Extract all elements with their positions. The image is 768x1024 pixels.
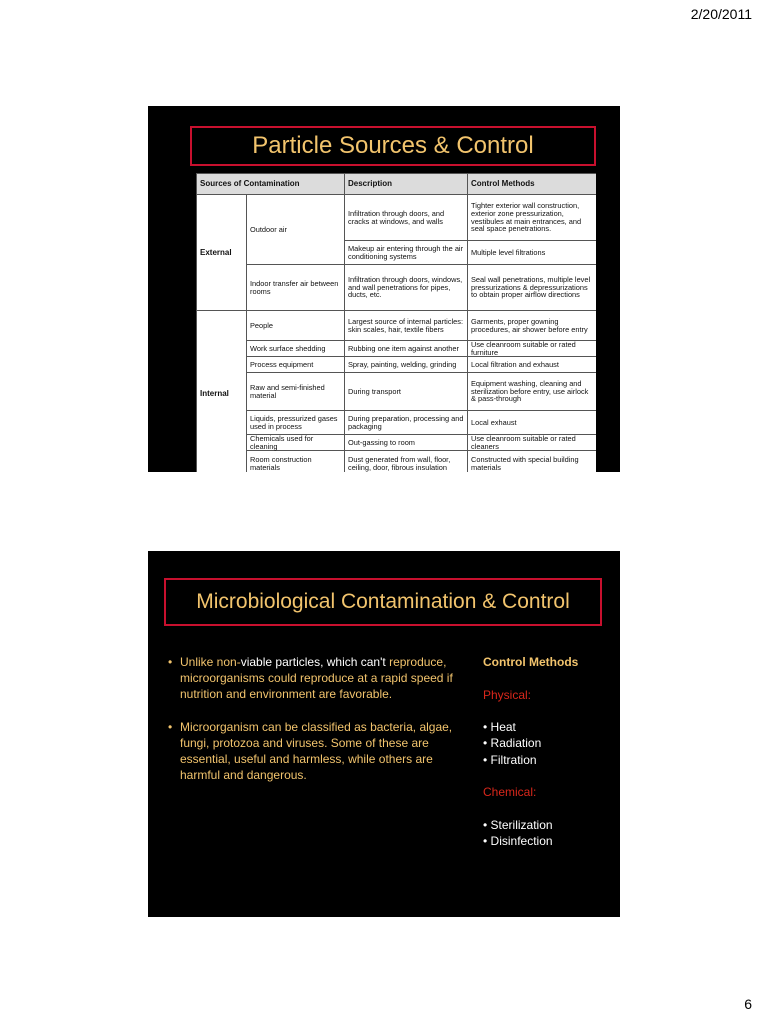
table-row <box>197 265 597 311</box>
table-row <box>197 357 597 373</box>
table-row <box>197 451 597 472</box>
control-cell: Garments, proper gowning procedures, air shower before entry <box>468 311 597 341</box>
control-cell: Use cleanroom suitable or rated cleaners <box>468 435 597 451</box>
bullet-item <box>168 654 468 702</box>
control-methods-heading: Control Methods <box>483 655 579 669</box>
source-cell: Raw and semi-finished material <box>247 373 345 411</box>
column-header: Sources of Contamination <box>197 174 345 195</box>
description-cell: Dust generated from wall, floor, ceiling, door, fibrous insulation <box>345 451 468 472</box>
control-cell: Constructed with special building materials <box>468 451 597 472</box>
print-date: 2/20/2011 <box>690 6 752 22</box>
bullet-item <box>168 719 468 783</box>
source-cell: Chemicals used for cleaning <box>247 435 345 451</box>
group-label: External <box>197 195 247 311</box>
control-cell: Use cleanroom suitable or rated furniture <box>468 341 597 357</box>
table-row <box>197 435 597 451</box>
source-cell: Indoor transfer air between rooms <box>247 265 345 311</box>
description-cell: Spray, painting, welding, grinding <box>345 357 468 373</box>
control-cell: Equipment washing, cleaning and sterilization before entry, use airlock & pass-through <box>468 373 597 411</box>
bullet-list <box>168 654 468 800</box>
slide-title: Microbiological Contamination & Control <box>164 578 602 626</box>
chemical-item-sterilization: • Sterilization <box>483 817 553 832</box>
description-cell: Infiltration through doors, windows, and wall penetrations for pipes, ducts, etc. <box>345 265 468 311</box>
column-header: Description <box>345 174 468 195</box>
description-cell: Rubbing one item against another <box>345 341 468 357</box>
description-cell: During transport <box>345 373 468 411</box>
table-row <box>197 373 597 411</box>
bullet-highlight-text: viable particles, which can't <box>240 655 386 669</box>
source-cell: Room construction materials <box>247 451 345 472</box>
source-cell: Liquids, pressurized gases used in process <box>247 411 345 435</box>
page-number: 6 <box>744 996 752 1012</box>
control-cell: Local filtration and exhaust <box>468 357 597 373</box>
description-cell: Out-gassing to room <box>345 435 468 451</box>
chemical-item-disinfection: • Disinfection <box>483 834 553 849</box>
physical-item-heat: • Heat <box>483 720 516 735</box>
slide-title: Particle Sources & Control <box>190 126 596 166</box>
table-row <box>197 195 597 241</box>
slide-particle-sources <box>148 106 620 472</box>
column-header: Control Methods <box>468 174 597 195</box>
physical-label: Physical: <box>483 687 532 702</box>
control-cell: Multiple level filtrations <box>468 241 597 265</box>
bullet-text: Microorganism can be classified as bacteria, algae, fungi, protozoa and viruses. Some of these are essential, useful and harmless, while others are harmful and dangerous. <box>180 720 453 782</box>
bullet-text: reproduce, microorganisms could reproduce at a rapid speed if nutrition and environment are favorable. <box>180 655 453 701</box>
chemical-label: Chemical: <box>483 785 537 800</box>
source-cell: Work surface shedding <box>247 341 345 357</box>
physical-item-radiation: • Radiation <box>483 736 542 751</box>
table-row <box>197 411 597 435</box>
source-cell: Outdoor air <box>247 195 345 265</box>
group-label: Internal <box>197 311 247 473</box>
description-cell: Makeup air entering through the air conditioning systems <box>345 241 468 265</box>
control-cell: Tighter exterior wall construction, exterior zone pressurization, vestibules at main entrances, and seal space penetrations. <box>468 195 597 241</box>
description-cell: Largest source of internal particles: skin scales, hair, textile fibers <box>345 311 468 341</box>
source-cell: Process equipment <box>247 357 345 373</box>
control-cell: Seal wall penetrations, multiple level pressurizations & depressurizations to obtain proper airflow directions <box>468 265 597 311</box>
description-cell: Infiltration through doors, and cracks at windows, and walls <box>345 195 468 241</box>
table-row <box>197 341 597 357</box>
control-cell: Local exhaust <box>468 411 597 435</box>
slide-microbiological-contamination <box>148 551 620 917</box>
contamination-table <box>196 173 596 472</box>
table-header-row <box>197 174 597 195</box>
control-methods-column <box>483 654 613 850</box>
physical-item-filtration: • Filtration <box>483 752 537 767</box>
description-cell: During preparation, processing and packaging <box>345 411 468 435</box>
bullet-text: Unlike non- <box>180 655 241 669</box>
source-cell: People <box>247 311 345 341</box>
table-row <box>197 311 597 341</box>
